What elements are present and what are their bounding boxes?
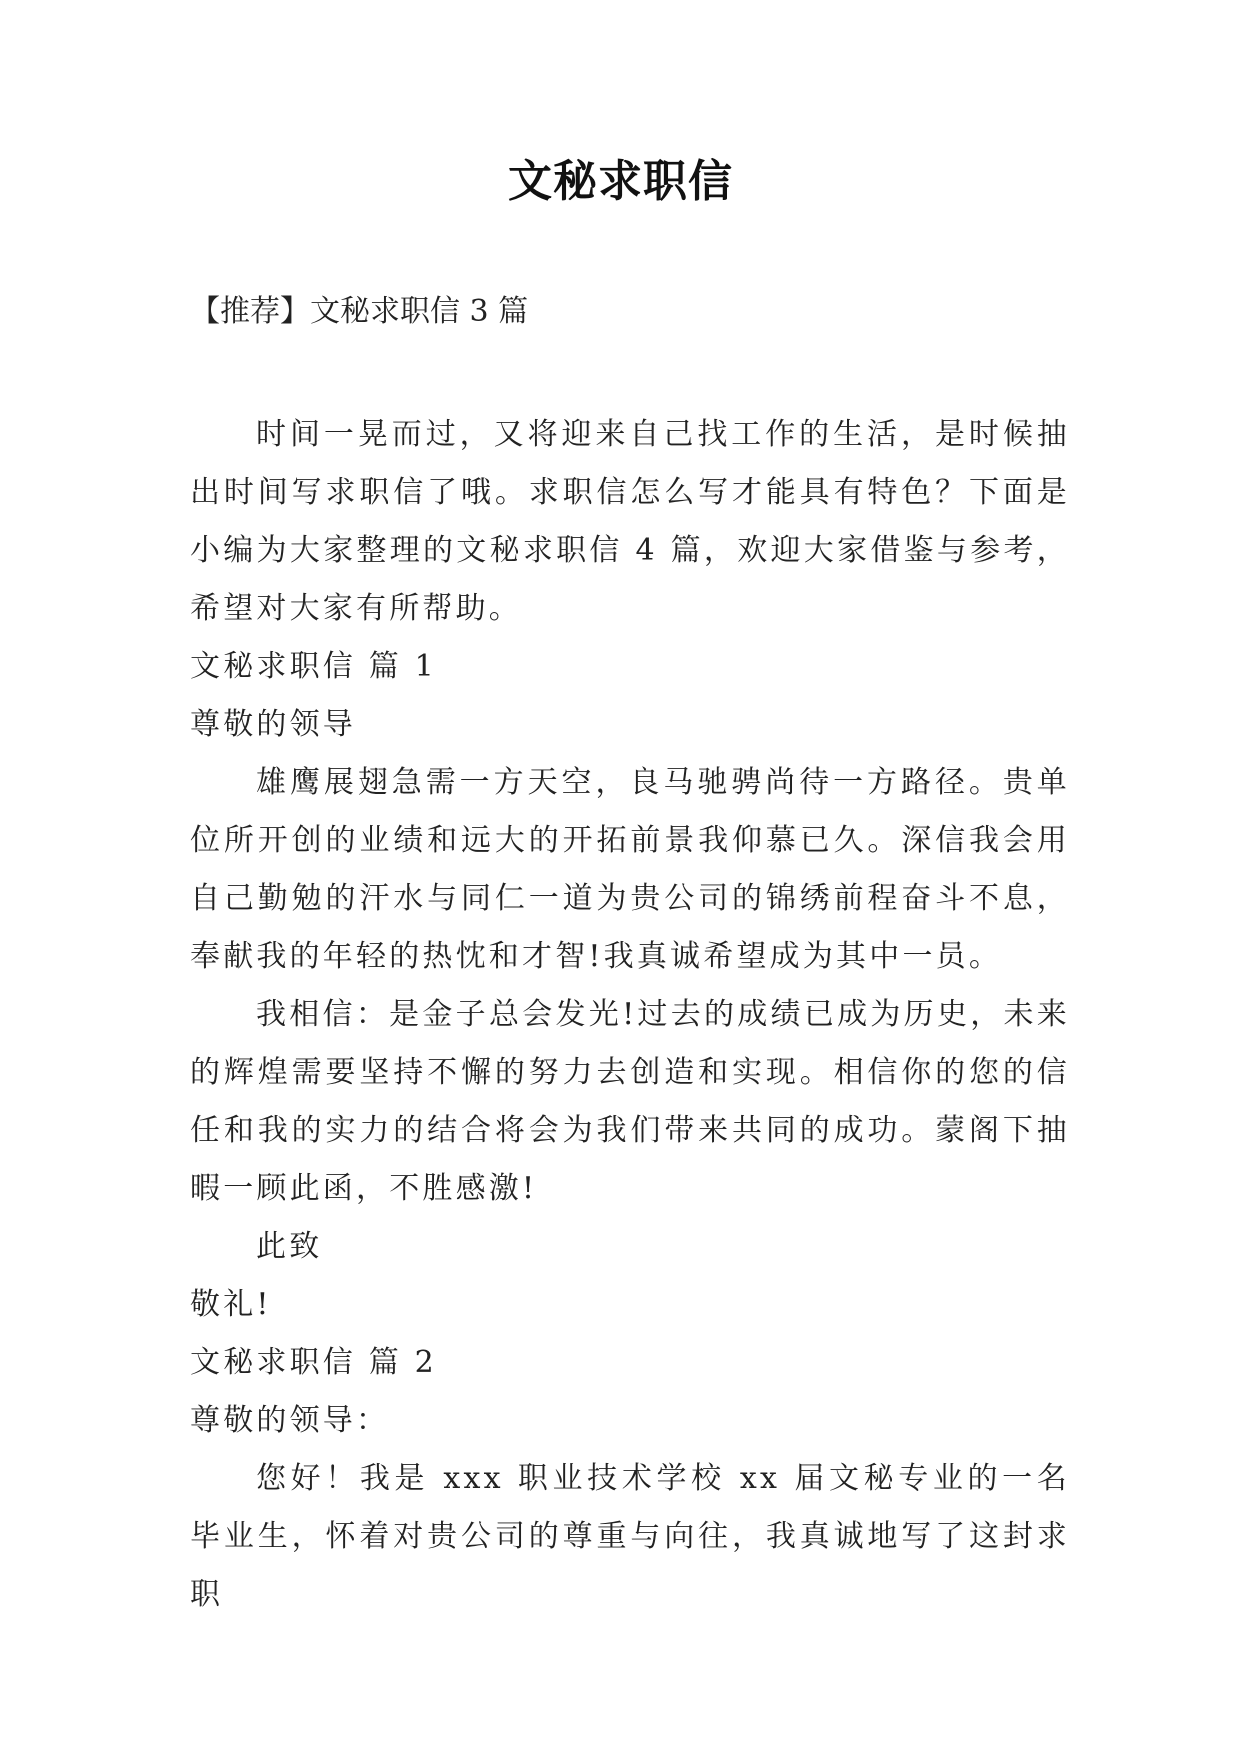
section-heading-2: 文秘求职信 篇 2 <box>190 1345 437 1380</box>
letter-1-paragraph-1: 雄鹰展翅急需一方天空，良马驰骋尚待一方路径。贵单位所开创的业绩和远大的开拓前景我仰慕已久。深信我会用自己勤勉的汗水与同仁一道为贵公司的锦绣前程奋斗不息，奉献我的年轻的热忱和才智!我真诚希望成为其中一员。 <box>190 765 1070 974</box>
closing-greeting: 此致 <box>256 1229 323 1264</box>
letter-2-paragraph-1: 您好！我是 xxx 职业技术学校 xx 届文秘专业的一名毕业生，怀着对贵公司的尊重与向往，我真诚地写了这封求职 <box>190 1461 1070 1612</box>
salutation-1: 尊敬的领导 <box>190 707 356 742</box>
section-heading-1: 文秘求职信 篇 1 <box>190 649 437 684</box>
document-body <box>190 406 1070 1624</box>
salutation-2: 尊敬的领导： <box>190 1403 390 1438</box>
letter-1-paragraph-2: 我相信：是金子总会发光!过去的成绩已成为历史，未来的辉煌需要坚持不懈的努力去创造和实现。相信你的您的信任和我的实力的结合将会为我们带来共同的成功。蒙阁下抽暇一顾此函，不胜感激! <box>190 997 1070 1206</box>
document-title: 文秘求职信 <box>508 156 733 207</box>
closing-salute: 敬礼! <box>190 1287 272 1322</box>
document-subtitle: 【推荐】文秘求职信 3 篇 <box>190 294 529 329</box>
intro-paragraph: 时间一晃而过，又将迎来自己找工作的生活，是时候抽出时间写求职信了哦。求职信怎么写才能具有特色？下面是小编为大家整理的文秘求职信 4 篇，欢迎大家借鉴与参考，希望对大家有所帮助。 <box>190 417 1070 626</box>
